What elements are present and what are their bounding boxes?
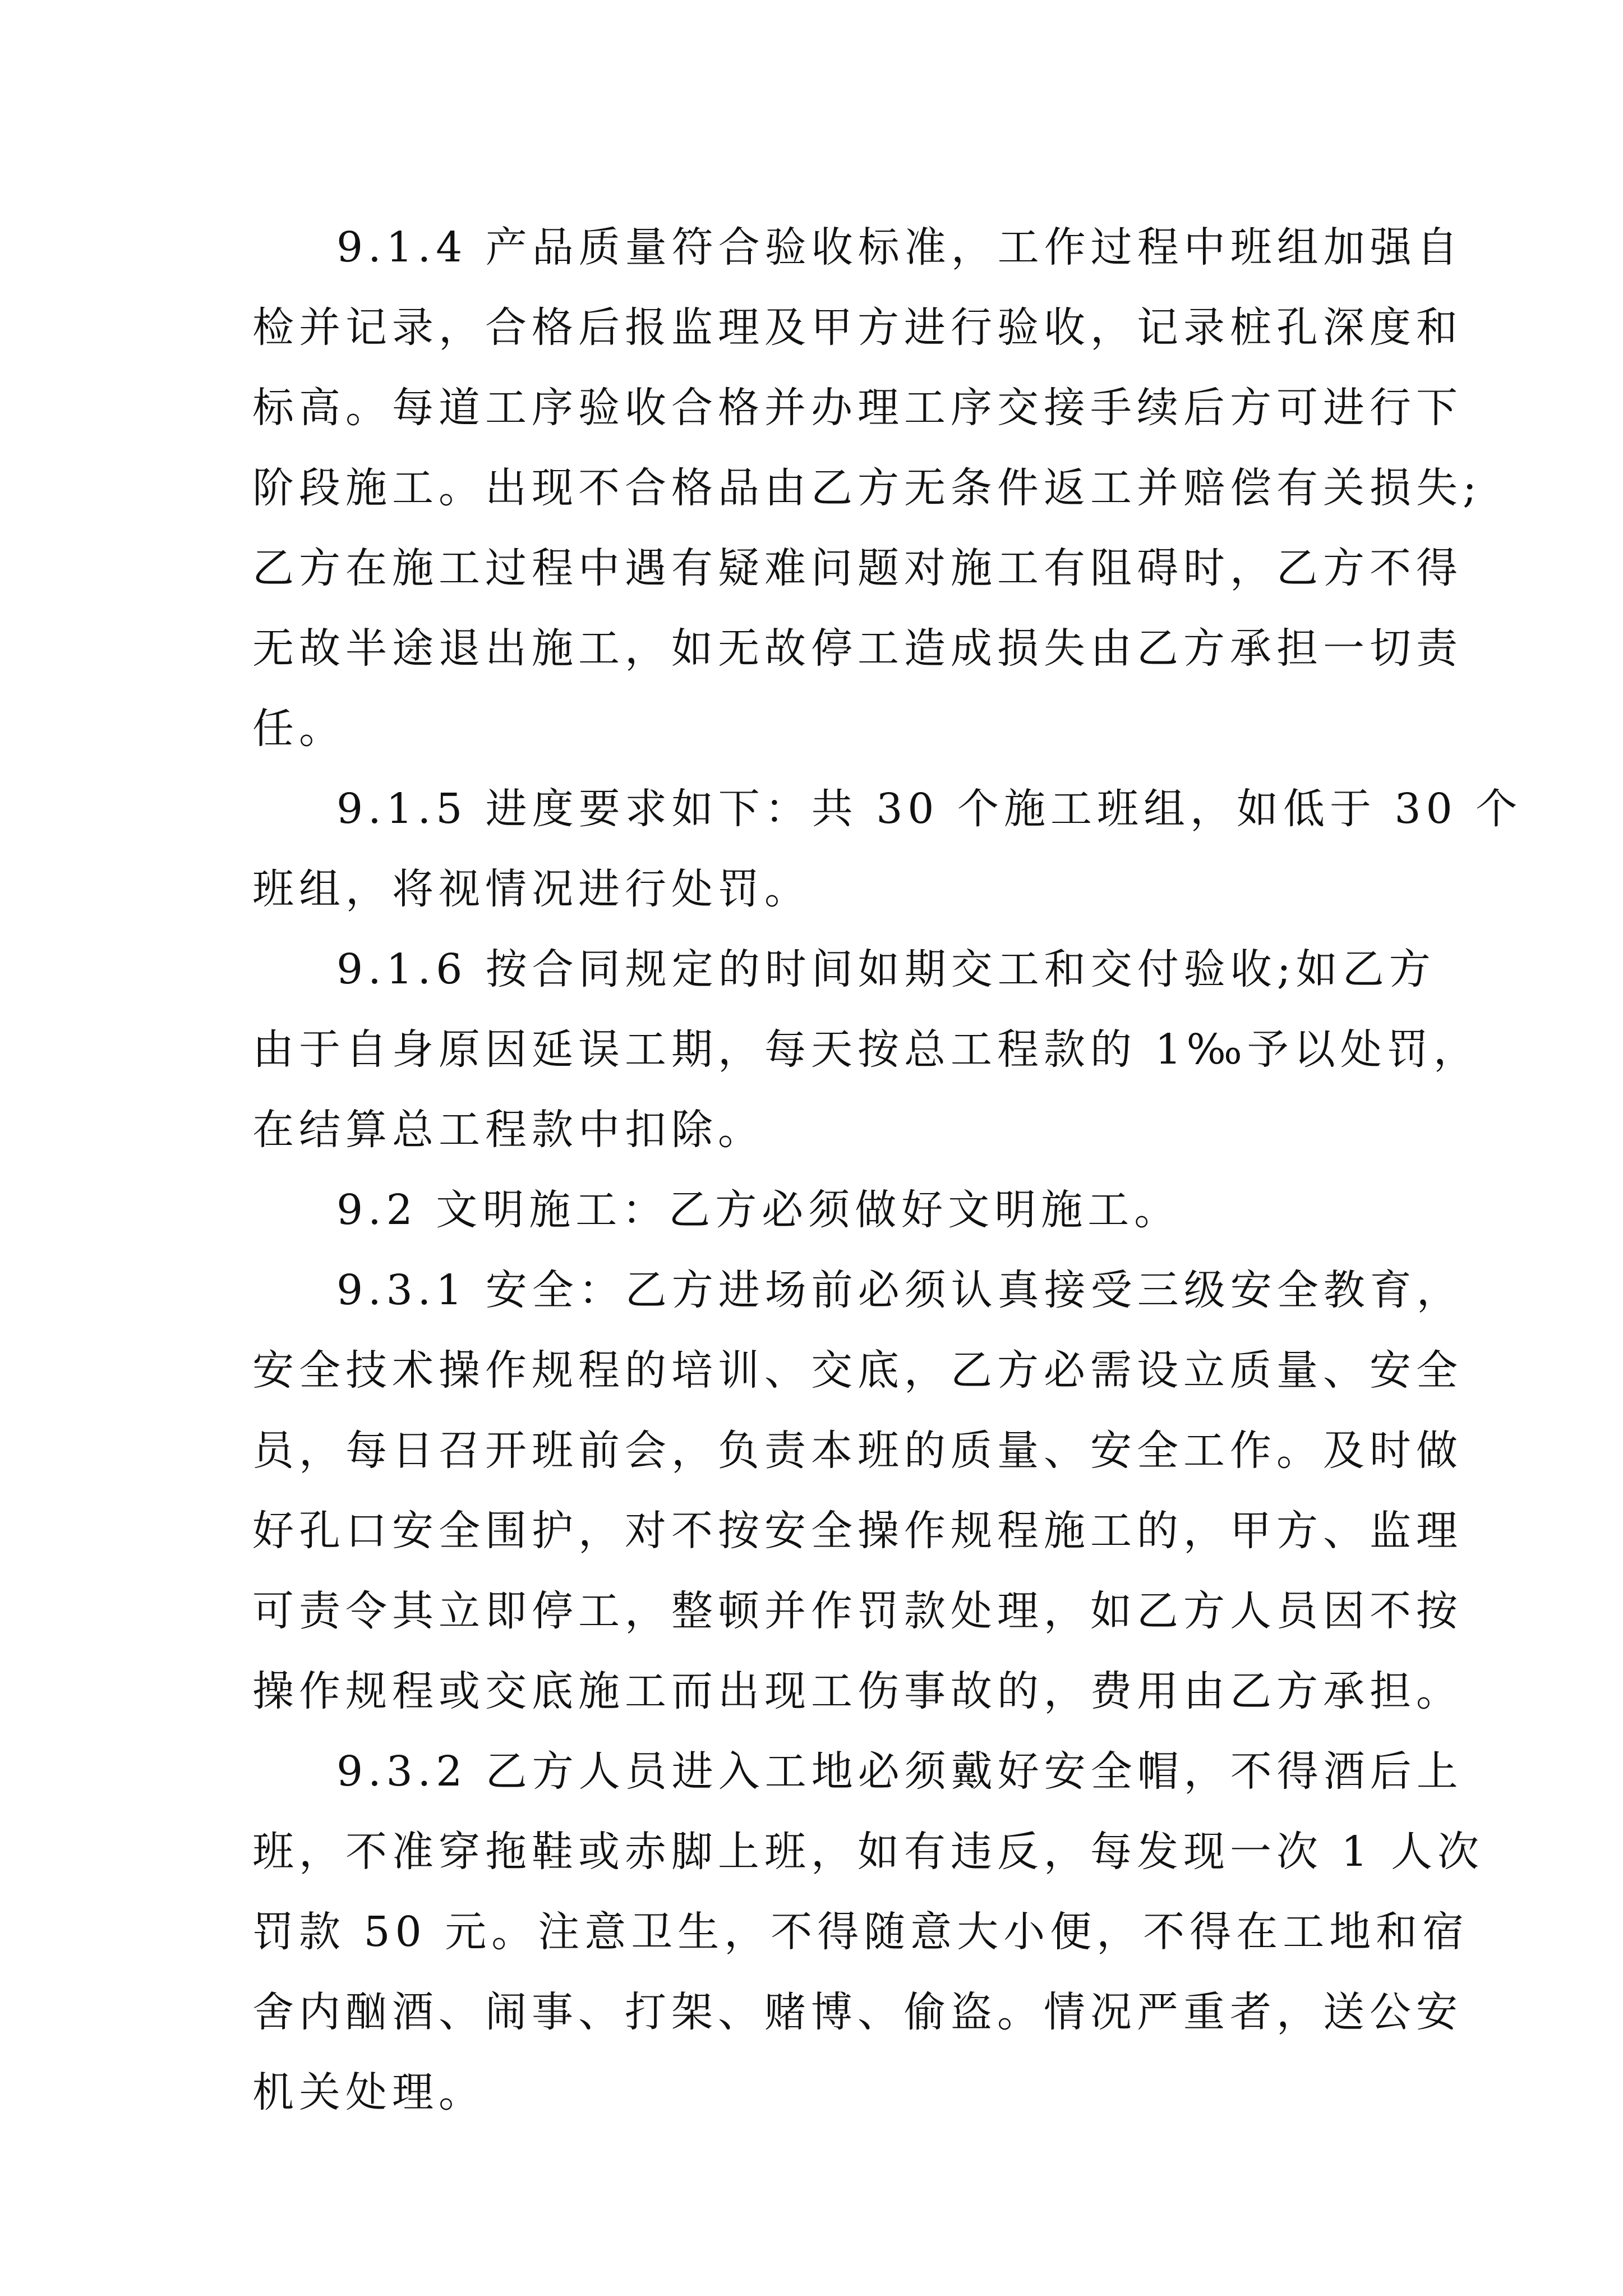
text-line: 阶段施工。出现不合格品由乙方无条件返工并赔偿有关损失; (252, 464, 1482, 512)
paragraph-9-1-4 (252, 208, 1482, 769)
text-line: 9.1.5 进度要求如下：共 30 个施工班组，如低于 30 个 (336, 785, 1523, 833)
text-line: 班组，将视情况进行处罚。 (252, 865, 811, 913)
text-line: 舍内酗酒、闹事、打架、赌博、偷盗。情况严重者，送公安 (252, 1988, 1463, 2036)
text-line: 9.3.2 乙方人员进入工地必须戴好安全帽，不得酒后上 (336, 1747, 1463, 1796)
text-line: 机关处理。 (252, 2068, 485, 2116)
text-line: 可责令其立即停工，整顿并作罚款处理，如乙方人员因不按 (252, 1587, 1463, 1635)
text-line: 9.2 文明施工：乙方必须做好文明施工。 (336, 1186, 1181, 1234)
text-line: 任。 (252, 705, 345, 753)
text-line: 9.3.1 安全：乙方进场前必须认真接受三级安全教育， (336, 1266, 1463, 1314)
text-line: 乙方在施工过程中遇有疑难问题对施工有阻碍时，乙方不得 (252, 544, 1463, 592)
text-line: 员，每日召开班前会，负责本班的质量、安全工作。及时做 (252, 1427, 1463, 1475)
text-line: 罚款 50 元。注意卫生，不得随意大小便，不得在工地和宿 (252, 1908, 1469, 1956)
text-line: 操作规程或交底施工而出现工伤事故的，费用由乙方承担。 (252, 1667, 1463, 1715)
text-line: 9.1.6 按合同规定的时间如期交工和交付验收;如乙方 (336, 945, 1436, 993)
document-body (252, 208, 1523, 2133)
text-line: 由于自身原因延误工期，每天按总工程款的 1‰予以处罚， (252, 1025, 1480, 1074)
text-line: 无故半途退出施工，如无故停工造成损失由乙方承担一切责 (252, 624, 1463, 673)
paragraph-9-1-5 (252, 769, 1523, 930)
paragraph-9-3-2 (252, 1732, 1484, 2133)
paragraph-9-1-6 (252, 930, 1480, 1170)
text-line: 班，不准穿拖鞋或赤脚上班，如有违反，每发现一次 1 人次 (252, 1828, 1484, 1876)
text-line: 在结算总工程款中扣除。 (252, 1106, 764, 1154)
paragraph-9-2 (252, 1170, 1391, 1250)
text-line: 9.1.4 产品质量符合验收标准，工作过程中班组加强自 (336, 223, 1463, 272)
paragraph-9-3-1 (252, 1250, 1463, 1732)
text-line: 安全技术操作规程的培训、交底，乙方必需设立质量、安全 (252, 1346, 1463, 1395)
text-line: 好孔口安全围护，对不按安全操作规程施工的，甲方、监理 (252, 1507, 1463, 1555)
text-line: 检并记录，合格后报监理及甲方进行验收，记录桩孔深度和 (252, 303, 1463, 352)
text-line: 标高。每道工序验收合格并办理工序交接手续后方可进行下 (252, 384, 1463, 432)
